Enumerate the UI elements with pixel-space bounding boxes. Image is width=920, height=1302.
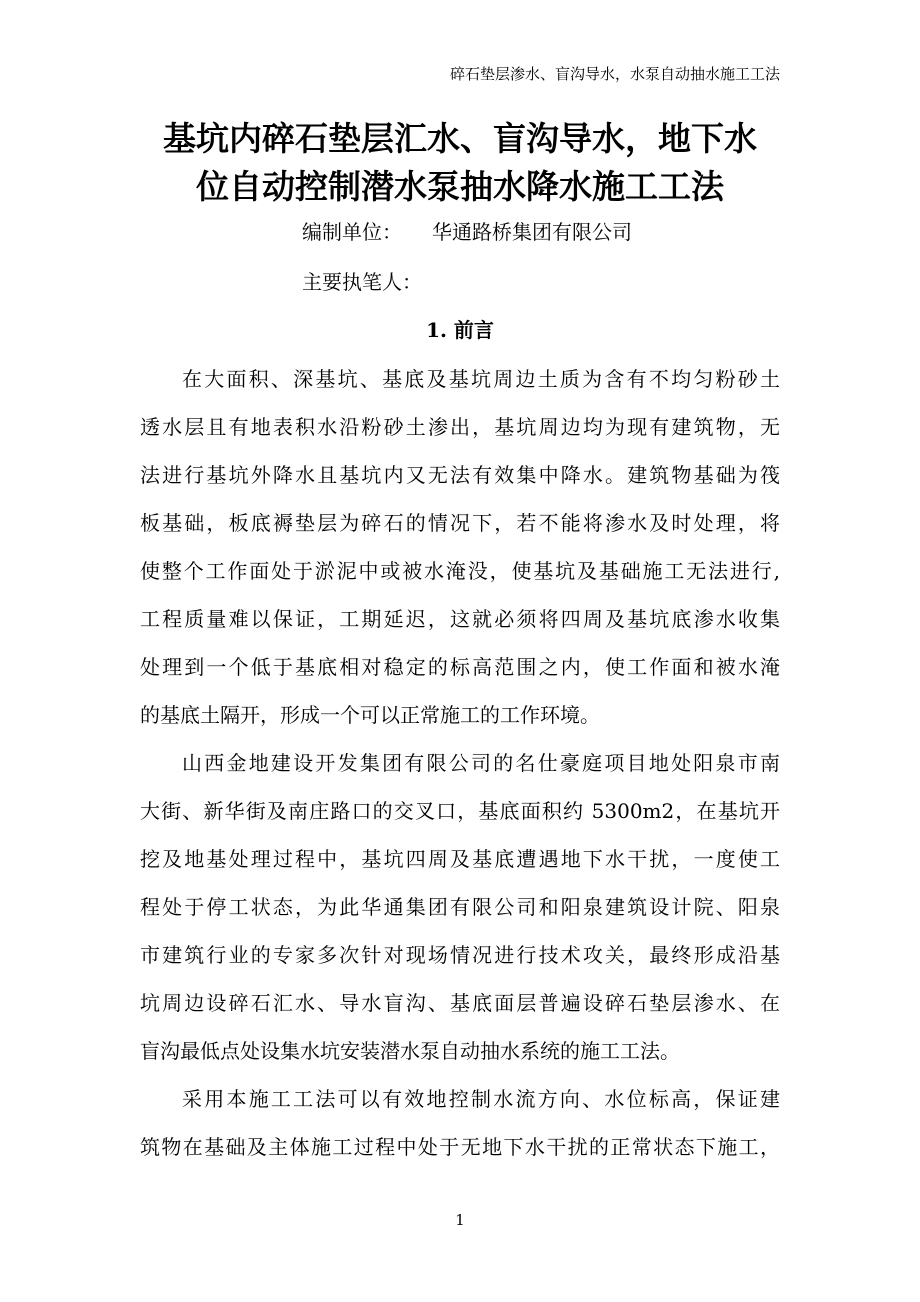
title-line: 位自动控制潜水泵抽水降水施工工法	[196, 167, 724, 206]
text-line: 盲沟最低点处设集水坑安装潜水泵自动抽水系统的施工工法。	[140, 1039, 680, 1063]
text-line: 坑周边设碎石汇水、导水盲沟、基底面层普遍设碎石垫层渗水、在	[140, 991, 780, 1015]
compiling-unit-label: 编制单位：	[302, 220, 402, 244]
main-author-label: 主要执笔人：	[302, 270, 422, 294]
text-line: 在大面积、深基坑、基底及基坑周边土质为含有不均匀粉砂土	[182, 367, 780, 391]
text-line: 采用本施工工法可以有效地控制水流方向、水位标高，保证建	[182, 1087, 780, 1111]
text-line: 市建筑行业的专家多次针对现场情况进行技术攻关，最终形成沿基	[140, 943, 780, 967]
section-heading: 1. 前言	[426, 318, 494, 342]
text-line: 大街、新华街及南庄路口的交叉口，基底面积约 5300m2，在基坑开	[140, 799, 780, 823]
compiling-unit	[302, 218, 632, 246]
text-line: 板基础，板底褥垫层为碎石的情况下，若不能将渗水及时处理，将	[140, 511, 780, 535]
text-line: 透水层且有地表积水沿粉砂土渗出，基坑周边均为现有建筑物，无	[140, 415, 780, 439]
text-line: 挖及地基处理过程中，基坑四周及基底遭遇地下水干扰，一度使工	[140, 847, 780, 871]
title-line: 基坑内碎石垫层汇水、盲沟导水，地下水	[163, 119, 757, 158]
text-line: 山西金地建设开发集团有限公司的名仕豪庭项目地处阳泉市南	[182, 751, 780, 775]
text-line: 法进行基坑外降水且基坑内又无法有效集中降水。建筑物基础为筏	[140, 463, 780, 487]
text-line: 的基底土隔开，形成一个可以正常施工的工作环境。	[140, 703, 600, 727]
main-author	[302, 268, 422, 296]
page-number: 1	[455, 1211, 465, 1229]
compiling-unit-value: 华通路桥集团有限公司	[432, 220, 632, 244]
text-line: 处理到一个低于基底相对稳定的标高范围之内，使工作面和被水淹	[140, 655, 780, 679]
text-line: 工程质量难以保证，工期延迟，这就必须将四周及基坑底渗水收集	[140, 607, 780, 631]
text-line: 程处于停工状态，为此华通集团有限公司和阳泉建筑设计院、阳泉	[140, 895, 780, 919]
running-header: 碎石垫层渗水、盲沟导水，水泵自动抽水施工工法	[449, 65, 780, 83]
text-line: 筑物在基础及主体施工过程中处于无地下水干扰的正常状态下施工，	[140, 1135, 780, 1159]
text-line: 使整个工作面处于淤泥中或被水淹没，使基坑及基础施工无法进行,	[140, 559, 780, 583]
